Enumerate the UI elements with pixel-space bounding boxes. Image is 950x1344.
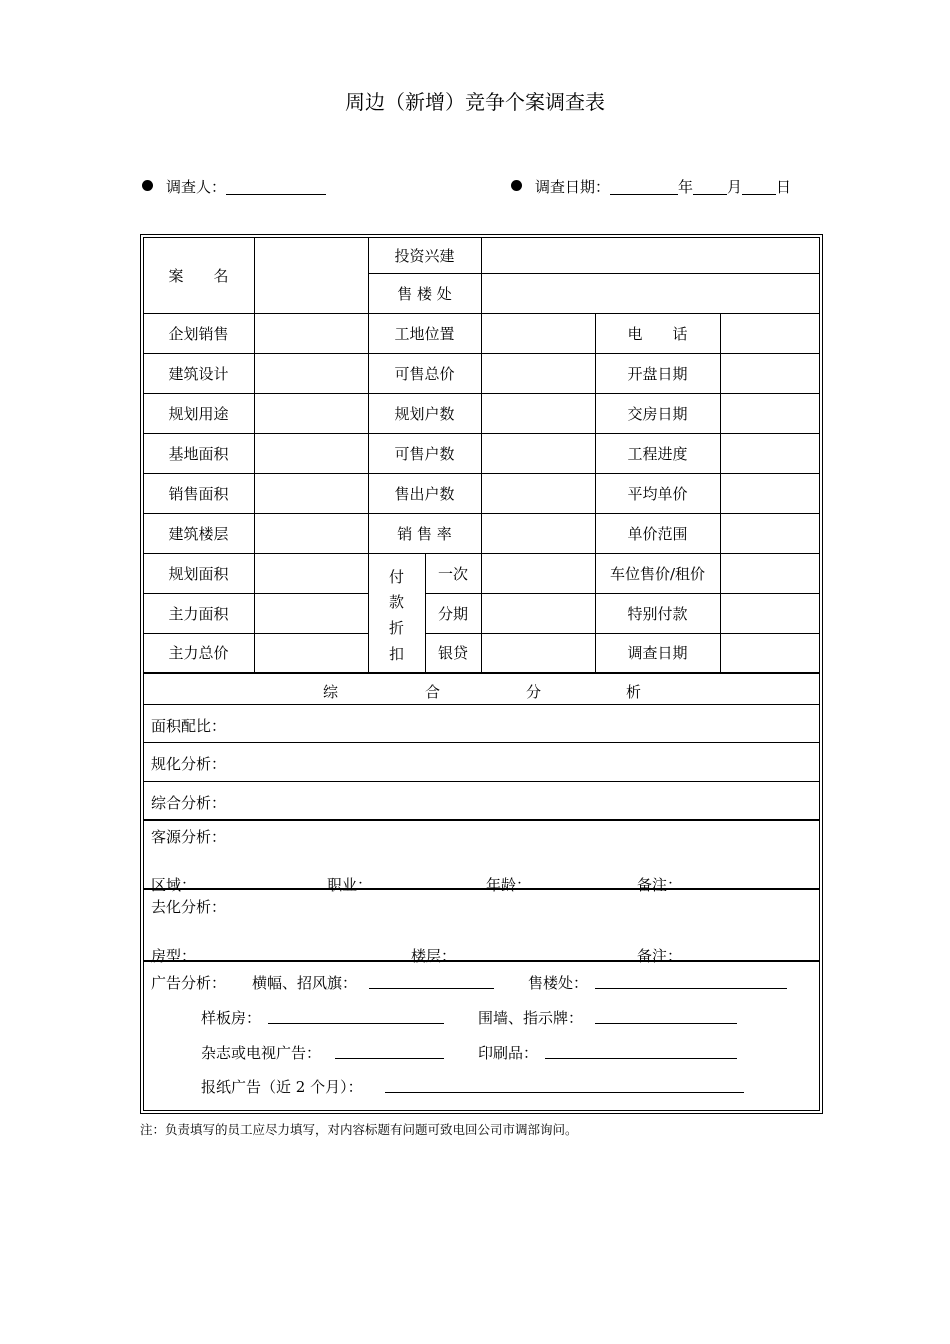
planning-sales-label: 企划销售 — [168, 324, 229, 343]
analysis-heading-char: 综 — [323, 683, 339, 701]
case-name-label: 案 名 — [168, 266, 229, 285]
divider — [143, 672, 820, 674]
ad-analysis-label: 广告分析： — [151, 974, 227, 992]
newspaper-blank[interactable] — [385, 1092, 744, 1093]
ad-sales-office-blank[interactable] — [595, 988, 787, 989]
destock-remarks-label: 备注： — [637, 947, 683, 965]
region-label: 区域： — [151, 876, 197, 894]
investigator-blank[interactable] — [226, 180, 326, 195]
planning-analysis-label: 规化分析： — [151, 755, 227, 773]
special-payment-label: 特别付款 — [627, 604, 688, 623]
bullet-icon — [511, 180, 522, 191]
sales-area-label: 销售面积 — [168, 484, 229, 503]
wall-sign-label: 围墙、指示牌： — [478, 1009, 584, 1027]
divider — [143, 819, 820, 821]
showroom-blank[interactable] — [268, 1023, 444, 1024]
sales-rate-label: 销 售 率 — [397, 524, 452, 543]
analysis-heading-char: 析 — [626, 683, 642, 701]
sold-units-label: 售出户数 — [394, 484, 455, 503]
unit-price-range-label: 单价范围 — [627, 524, 688, 543]
day-blank[interactable] — [742, 180, 776, 195]
customer-analysis-label: 客源分析： — [151, 828, 227, 846]
building-floors-label: 建筑楼层 — [168, 524, 229, 543]
analysis-heading-char: 合 — [425, 683, 441, 701]
footnote: 注：负责填写的员工应尽力填写，对内容标题有问题可致电回公司市调部询问。 — [140, 1122, 578, 1137]
survey-date-label: 调查日期： — [535, 178, 611, 196]
planned-area-label: 规划面积 — [168, 564, 229, 583]
planned-use-label: 规划用途 — [168, 404, 229, 423]
parking-price-label: 车位售价/租价 — [609, 564, 706, 583]
payment-discount-label-char: 款 — [389, 593, 405, 611]
investigator-label: 调查人： — [166, 178, 227, 196]
payment-discount-label-char: 折 — [389, 619, 405, 637]
month-blank[interactable] — [693, 180, 727, 195]
site-location-label: 工地位置 — [394, 324, 455, 343]
magazine-tv-label: 杂志或电视广告： — [201, 1044, 322, 1062]
payment-discount-label-char: 付 — [389, 568, 405, 586]
main-area-label: 主力面积 — [168, 604, 229, 623]
year-blank[interactable] — [610, 180, 678, 195]
print-blank[interactable] — [545, 1058, 737, 1059]
destock-analysis-label: 去化分析： — [151, 898, 227, 916]
unit-type-label: 房型： — [151, 947, 197, 965]
bullet-icon — [142, 180, 153, 191]
survey-date-row-label: 调查日期 — [627, 644, 688, 662]
divider — [720, 313, 721, 672]
average-unit-price-label: 平均单价 — [627, 484, 688, 503]
developer-label: 投资兴建 — [394, 246, 455, 265]
ad-sales-office-label: 售楼处： — [528, 974, 589, 992]
overall-analysis-label: 综合分析： — [151, 794, 227, 812]
magazine-tv-blank[interactable] — [335, 1058, 444, 1059]
main-total-price-label: 主力总价 — [168, 644, 229, 662]
lump-sum-label: 一次 — [437, 564, 468, 583]
day-label: 日 — [776, 178, 792, 196]
planned-units-label: 规划户数 — [394, 404, 455, 423]
installment-label: 分期 — [437, 604, 468, 623]
page-title: 周边（新增）竞争个案调查表 — [345, 90, 605, 114]
construction-progress-label: 工程进度 — [627, 444, 688, 463]
divider — [143, 888, 820, 890]
year-label: 年 — [678, 178, 694, 196]
occupation-label: 职业： — [327, 876, 373, 894]
investigator-field — [142, 176, 326, 197]
age-label: 年龄： — [486, 876, 532, 894]
bank-loan-label: 银贷 — [437, 644, 468, 662]
site-area-label: 基地面积 — [168, 444, 229, 463]
divider — [254, 237, 255, 672]
opening-date-label: 开盘日期 — [627, 364, 688, 383]
handover-date-label: 交房日期 — [627, 404, 688, 423]
area-ratio-label: 面积配比： — [151, 717, 227, 735]
print-label: 印刷品： — [478, 1044, 539, 1062]
survey-date-field — [511, 176, 791, 197]
saleable-units-label: 可售户数 — [394, 444, 455, 463]
showroom-label: 样板房： — [201, 1009, 262, 1027]
total-saleable-price-label: 可售总价 — [394, 364, 455, 383]
architecture-design-label: 建筑设计 — [168, 364, 229, 383]
sales-office-label: 售 楼 处 — [397, 284, 452, 303]
divider — [143, 704, 820, 705]
divider — [143, 781, 820, 782]
divider — [143, 742, 820, 743]
banner-label: 横幅、招风旗： — [252, 974, 358, 992]
floor-label: 楼层： — [411, 947, 457, 965]
customer-remarks-label: 备注： — [637, 876, 683, 894]
divider — [481, 237, 482, 672]
banner-blank[interactable] — [369, 988, 494, 989]
divider — [143, 960, 820, 962]
payment-discount-label-char: 扣 — [389, 645, 405, 663]
phone-label: 电 话 — [627, 324, 688, 343]
newspaper-label: 报纸广告（近 2 个月）： — [201, 1078, 363, 1096]
month-label: 月 — [727, 178, 743, 196]
analysis-heading-char: 分 — [526, 683, 542, 701]
wall-sign-blank[interactable] — [595, 1023, 737, 1024]
